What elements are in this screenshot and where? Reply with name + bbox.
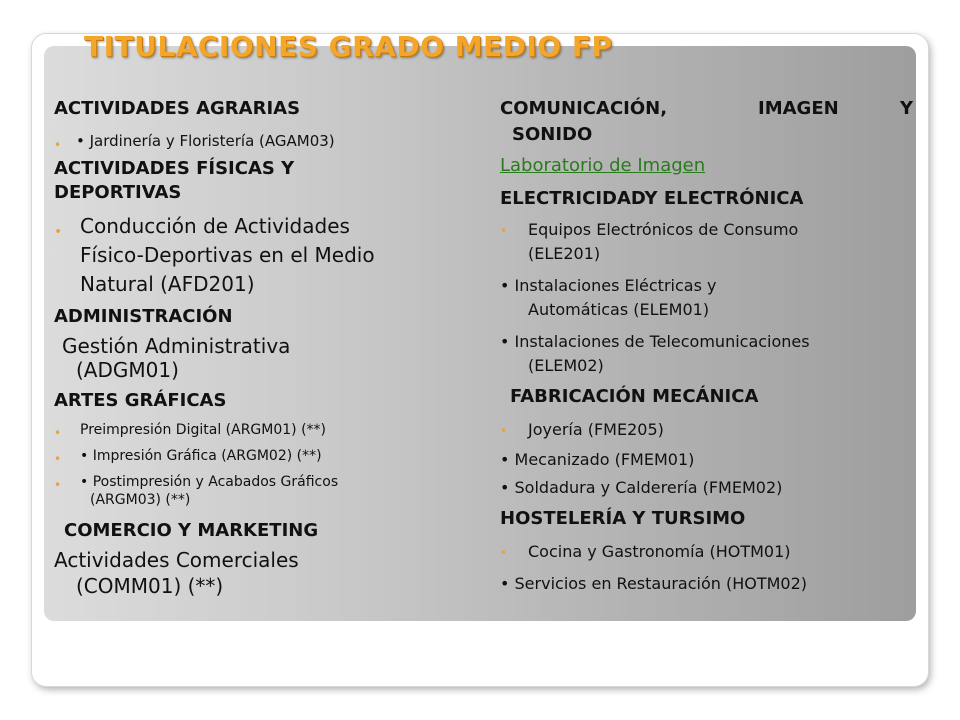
item-soldadura: • Soldadura y Calderería (FMEM02): [500, 478, 783, 497]
heading-actividades-fisicas-1: ACTIVIDADES FÍSICAS Y: [54, 158, 295, 179]
heading-electricidad: ELECTRICIDADY ELECTRÓNICA: [500, 188, 804, 209]
item-jardineria: • Jardinería y Floristería (AGAM03): [76, 132, 335, 150]
item-gestion-administrativa-1: Gestión Administrativa: [62, 334, 291, 358]
item-conduccion-3: Natural (AFD201): [80, 272, 255, 296]
item-instalaciones-telecom-2: (ELEM02): [528, 356, 604, 375]
item-conduccion-2: Físico-Deportivas en el Medio: [80, 243, 375, 267]
item-gestion-administrativa-2: (ADGM01): [76, 358, 179, 382]
heading-fabricacion-mecanica: FABRICACIÓN MECÁNICA: [510, 386, 759, 407]
item-instalaciones-electricas-2: Automáticas (ELEM01): [528, 300, 710, 319]
bullet-icon: •: [54, 138, 62, 152]
bullet-icon: •: [54, 478, 62, 492]
item-conduccion-1: Conducción de Actividades: [80, 214, 350, 238]
item-mecanizado: • Mecanizado (FMEM01): [500, 450, 695, 469]
item-postimpresion-2: (ARGM03) (**): [90, 492, 191, 508]
heading-actividades-fisicas-2: DEPORTIVAS: [54, 182, 182, 203]
item-instalaciones-telecom-1: • Instalaciones de Telecomunicaciones: [500, 332, 810, 351]
heading-actividades-agrarias: ACTIVIDADES AGRARIAS: [54, 98, 301, 119]
bullet-icon: •: [500, 424, 508, 438]
heading-artes-graficas: ARTES GRÁFICAS: [54, 390, 227, 411]
bullet-icon: •: [54, 224, 63, 240]
item-actividades-comerciales-2: (COMM01) (**): [76, 574, 224, 598]
item-cocina-gastronomia: Cocina y Gastronomía (HOTM01): [528, 542, 791, 561]
slide-title: TITULACIONES GRADO MEDIO FP: [84, 30, 613, 63]
heading-comercio-marketing: COMERCIO Y MARKETING: [64, 520, 319, 541]
bullet-icon: •: [54, 426, 62, 440]
item-equipos-electronicos-1: Equipos Electrónicos de Consumo: [528, 220, 799, 239]
item-equipos-electronicos-2: (ELE201): [528, 244, 601, 263]
bullet-icon: •: [500, 546, 508, 560]
item-servicios-restauracion: • Servicios en Restauración (HOTM02): [500, 574, 808, 593]
item-preimpresion: Preimpresión Digital (ARGM01) (**): [80, 422, 327, 438]
heading-administracion: ADMINISTRACIÓN: [54, 306, 233, 327]
heading-hosteleria-turismo: HOSTELERÍA Y TURSIMO: [500, 508, 746, 529]
heading-comunicacion-1b: IMAGEN: [758, 98, 839, 119]
item-impresion: • Impresión Gráfica (ARGM02) (**): [80, 448, 322, 464]
heading-comunicacion-2: SONIDO: [512, 124, 593, 145]
heading-comunicacion-1c: Y: [900, 98, 914, 119]
bullet-icon: •: [500, 224, 508, 238]
item-joyeria: Joyería (FME205): [528, 420, 664, 439]
bullet-icon: •: [54, 452, 62, 466]
item-instalaciones-electricas-1: • Instalaciones Eléctricas y: [500, 276, 717, 295]
item-actividades-comerciales-1: Actividades Comerciales: [54, 548, 299, 572]
item-postimpresion-1: • Postimpresión y Acabados Gráficos: [80, 474, 339, 490]
heading-comunicacion-1a: COMUNICACIÓN,: [500, 98, 668, 119]
link-laboratorio-imagen[interactable]: Laboratorio de Imagen: [500, 155, 706, 176]
